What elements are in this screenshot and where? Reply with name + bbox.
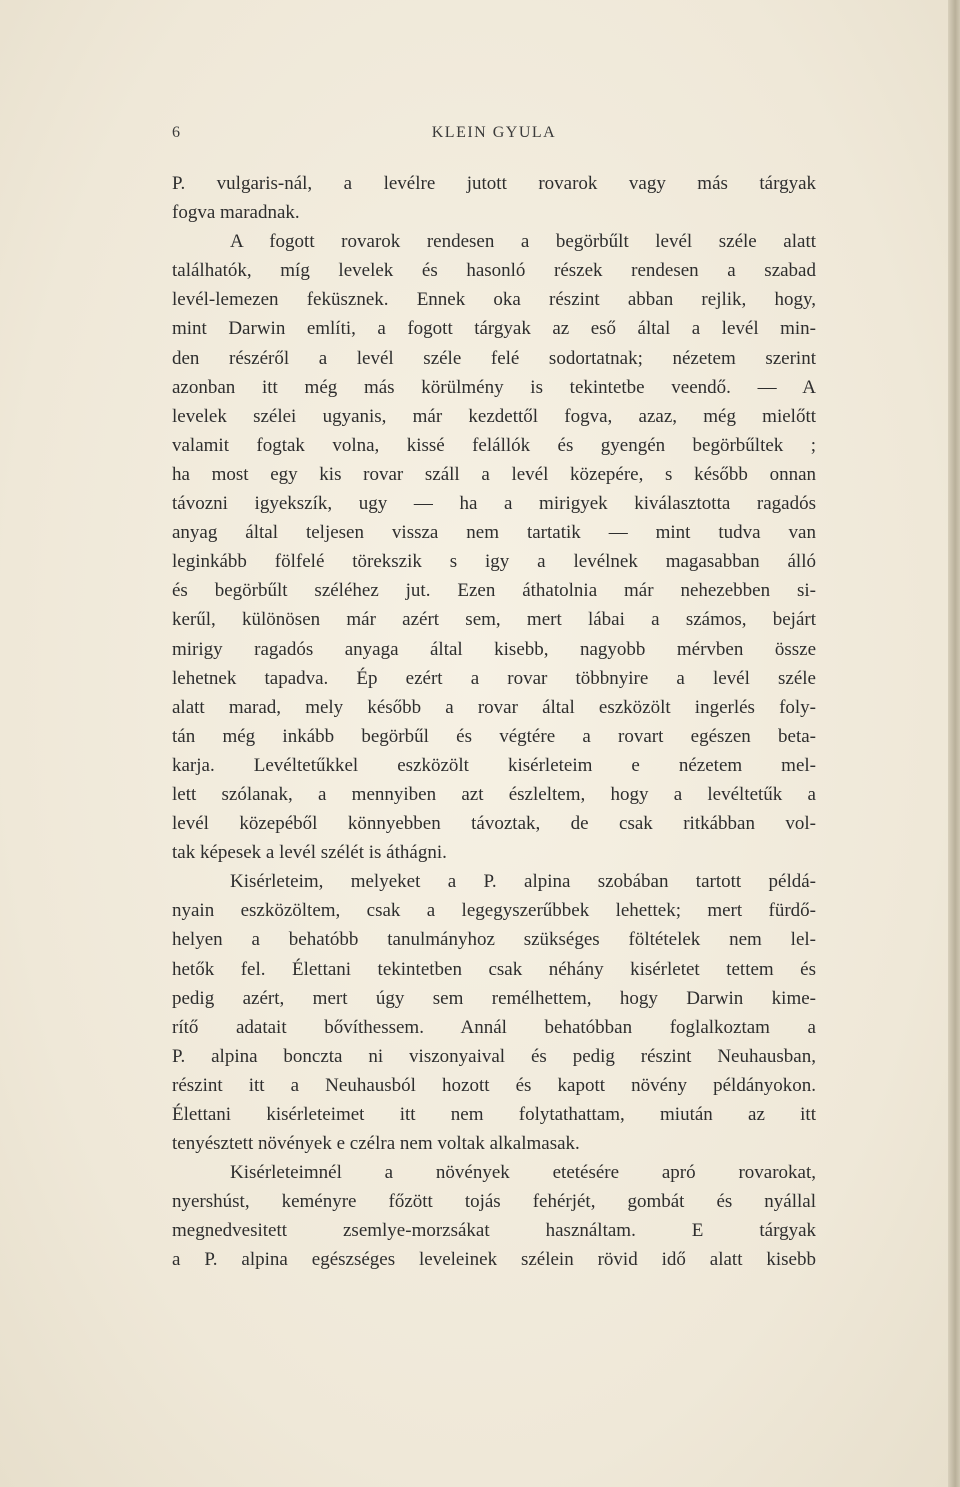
text-line: levél közepéből könnyebben távoztak, de csak ritkábban vol-	[172, 813, 816, 835]
text-line: Kisérleteimnél a növények etetésére apró rovarokat,	[230, 1162, 816, 1184]
text-line: Élettani kisérleteimet itt nem folytathattam, miután az itt	[172, 1104, 816, 1125]
text-line: mint Darwin említi, a fogott tárgyak az eső által a levél min-	[172, 318, 816, 340]
text-line: P. vulgaris-nál, a levélre jutott rovarok vagy más tárgyak	[172, 173, 816, 194]
running-title: KLEIN GYULA	[431, 124, 557, 141]
text-line: lett szólanak, a mennyiben azt észleltem, hogy a levéltetűk a	[172, 783, 816, 805]
text-line: A fogott rovarok rendesen a begörbűlt levél széle alatt	[230, 231, 816, 253]
text-line: lehetnek tapadva. Ép ezért a rovar többnyire a levél széle	[172, 667, 816, 689]
text-line: távozni igyekszík, ugy — ha a mirigyek kiválasztotta ragadós	[172, 493, 816, 515]
body-text	[172, 169, 816, 1275]
text-line: helyen a behatóbb tanulmányhoz szükséges föltételek nem lel-	[172, 929, 816, 951]
text-line: alatt marad, mely később a rovar által eszközölt ingerlés foly-	[172, 696, 816, 718]
text-line: anyag által teljesen vissza nem tartatik — mint tudva van	[172, 522, 816, 544]
text-line: mirigy ragadós anyaga által kisebb, nagyobb mérvben össze	[172, 638, 816, 660]
text-line: fogva maradnak.	[172, 202, 300, 224]
text-line: kerűl, különösen már azért sem, mert lábai a számos, bejárt	[172, 609, 816, 631]
page-header	[172, 124, 816, 146]
text-line: Kisérleteim, melyeket a P. alpina szobában tartott példá-	[230, 871, 816, 893]
text-line: nyain eszközöltem, csak a legegyszerűbbek lehettek; mert fürdő-	[172, 900, 816, 922]
text-line: rítő adatait bővíthessem. Annál behatóbban foglalkoztam a	[172, 1016, 816, 1038]
text-line: P. alpina bonczta ni viszonyaival és pedig részint Neuhausban,	[172, 1045, 816, 1067]
text-line: den részéről a levél széle felé sodortatnak; nézetem szerint	[172, 347, 816, 369]
text-line: tak képesek a levél szélét is áthágni.	[172, 842, 447, 864]
text-line: levél-lemezen feküsznek. Ennek oka részint abban rejlik, hogy,	[172, 289, 816, 311]
text-line: pedig azért, mert úgy sem remélhettem, hogy Darwin kime-	[172, 987, 816, 1009]
text-line: találhatók, míg levelek és hasonló részek rendesen a szabad	[172, 260, 816, 282]
text-line: leginkább fölfelé törekszik s igy a levélnek magasabban álló	[172, 551, 816, 573]
text-line: valamit fogtak volna, kissé felállók és gyengén begörbűltek ;	[172, 434, 816, 456]
text-line: tán még inkább begörbűl és végtére a rovart egészen beta-	[172, 725, 816, 747]
text-line: hetők fel. Élettani tekintetben csak néhány kisérletet tettem és	[172, 958, 816, 980]
text-line: nyershúst, keményre főzött tojás fehérjét, gombát és nyállal	[172, 1191, 816, 1213]
text-line: megnedvesitett zsemlye-morzsákat használtam. E tárgyak	[172, 1220, 816, 1242]
text-line: és begörbűlt széléhez jut. Ezen áthatolnia már nehezebben si-	[172, 580, 816, 602]
text-line: ha most egy kis rovar száll a levél közepére, s később onnan	[172, 463, 816, 485]
text-line: részint itt a Neuhausból hozott és kapott növény példányokon.	[172, 1074, 816, 1096]
text-line: tenyésztett növények e czélra nem voltak alkalmasak.	[172, 1133, 580, 1155]
page-number: 6	[172, 124, 180, 141]
text-line: karja. Levéltetűkkel eszközölt kisérleteim e nézetem mel-	[172, 754, 816, 776]
text-line: levelek szélei ugyanis, már kezdettől fogva, azaz, még mielőtt	[172, 405, 816, 427]
text-line: azonban itt még más körülmény is tekintetbe veendő. — A	[172, 376, 816, 398]
text-line: a P. alpina egészséges leveleinek szélein rövid idő alatt kisebb	[172, 1249, 816, 1271]
page-edge-shadow	[948, 0, 960, 1487]
